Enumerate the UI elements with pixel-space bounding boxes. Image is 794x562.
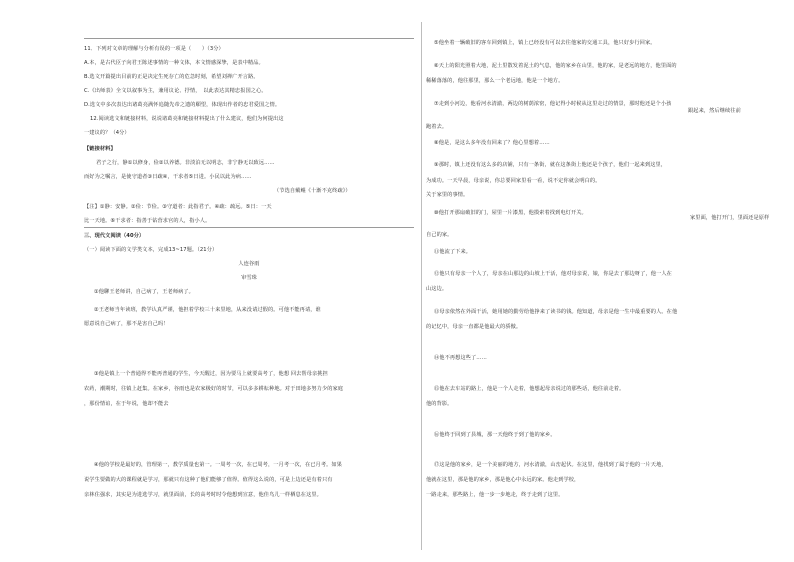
paragraph-13-line1: ⑬母亲依然在外面干活，她用她的勤劳给他挣来了读书的钱。他知道，母亲是他一生中最重要的人。在他: [434, 309, 678, 315]
paragraph-7-line3: 跑着去。: [426, 124, 448, 130]
paragraph-10-line3: 自己的家。: [426, 232, 453, 238]
paragraph-13-line2: 的记忆中，母亲一直都是他最大的骄傲。: [426, 324, 522, 330]
question-11: 11．下列对文章的理解与分析有误的一项是（ ）（3分）: [84, 46, 224, 52]
paragraph-3-line3: ，那份情谊，在于年说，他却不能去: [84, 401, 169, 407]
section-3-title: 三、现代文阅读（40分）: [84, 233, 145, 239]
option-c: C.《出师表》全文以叙事为主，兼用议论、抒情， 以此表达其精忠报国之心。: [84, 88, 267, 94]
paragraph-3-line2: 农药，潮期时，往镇上赶集。在家乡，谷雨也是农家极好的时节，可以多多耕耘种地。对于田地多努力少的家庭: [84, 386, 344, 392]
link-material-line1: 君子之行，静①以修身，俭②以养德。非淡泊无以明志，非宁静无以致远……: [96, 160, 275, 166]
section-rule: [84, 227, 414, 228]
section-3-subtitle: （一）阅读下面的文学类文本，完成13~17题。（21分）: [84, 247, 218, 253]
paragraph-11: ⑪他流了下来。: [434, 249, 472, 255]
question-12-line2: 一建议的？（4分）: [84, 130, 130, 136]
paragraph-12-line2: 山这边。: [426, 286, 448, 292]
paragraph-15-line1: ⑮他在去车站的路上，他是一个人走着，他想起母亲说过的那些话，他往前走着。: [434, 386, 625, 392]
paragraph-5: ⑤他坐着一辆破旧的客车回到镇上，镇上已经没有可以去往他家的交通工具，他只好步行回家。: [434, 40, 656, 46]
question-12-line1: 12.阅读选文和链接材料，说说诸葛亮和链接材料提出了什么建议，他们为何提出这: [90, 116, 284, 122]
paragraph-1: ①他聊王老师讲，自己病了，王老师病了。: [94, 289, 194, 295]
option-b: B.选文开篇提出目前的正是决定生死存亡的危急时刻，希望刘禅广开言路。: [84, 74, 259, 80]
column-divider: [421, 22, 422, 550]
paragraph-14: ⑭他不再想这些了……: [434, 355, 487, 361]
paragraph-9-line3: 关于家里的事情。: [426, 192, 469, 198]
link-material-source: （节选自戴鲲《十渐不克终疏》）: [274, 188, 351, 194]
paragraph-3-line1: ③他是镇上一个普通得不能再普通的学生，今天醒过，因为要马上就要高考了，他想 回去帮母亲挑担: [94, 371, 328, 377]
paragraph-17-line2: 他就在这里，那是他的家乡，那是他心中永远的家。他走到学校，: [426, 477, 580, 483]
paragraph-4-line1: ④他的学校是最好的，管理第一，教学质量也第一。一周考一次，在已周考，一月考一次，在已月考。如果: [94, 462, 342, 468]
paragraph-10-line1: ⑩他打开那扇破旧的门，屋里一片漆黑，他摸索着找到电灯开关。: [434, 210, 587, 216]
paragraph-15-line2: 他的背影。: [426, 401, 453, 407]
option-d: D.选文中多次表达出诸葛亮满怀追随先帝之遗的願望，体现出作者的忠君爱国之情。: [84, 102, 281, 108]
paragraph-9-line1: ⑨那时，镇上还没有这么多的店铺，只有一条街，就在这条街上他还是个孩子，他们一起来到这里，: [434, 162, 667, 168]
paragraph-7-line2: 跟起来，然后继续往前: [688, 108, 741, 114]
paragraph-7-line1: ⑦走到小河边，他看河水清澈，两边的树荫浓密，他记得小时候从这里走过的情景，那时他还是个小孩: [434, 101, 672, 107]
paragraph-12-line1: ⑫他只有母亲一个人了，母亲在山那边的山坡上干活，他对母亲说，娘，你是去了那边呀了，他一人在: [434, 271, 672, 277]
top-rule-left: [84, 38, 414, 39]
paragraph-10-line2: 家里面，他打开门，里面还是原样: [690, 215, 770, 221]
note-line2: 比一天地。⑥干求者：指善于钻营求官的人，指小人。: [84, 218, 211, 224]
paragraph-16: ⑯他终于回到了县城，那一天他终于到了他的家乡。: [434, 432, 556, 438]
paragraph-2-line1: ②王老师当年读班，教学认真严谨，他担着学校三十来里地，从来没请过假的。可他不能再请，谁: [94, 307, 321, 313]
paragraph-6-line2: 稀稀落落的，他往那里，那么一个老远地，他是一个地方。: [426, 78, 564, 84]
link-material-line2: 而好为之嘱言，是使守道者③日疏④，干求者⑤日进。小民以此为病……: [84, 174, 252, 180]
option-a: A.本，是古代臣子向君王陈述事情的一种文体，本文情感深挚，是表中精品。: [84, 60, 264, 66]
story-title: 人连谷雨: [238, 261, 260, 267]
paragraph-4-line2: 说学生要做的大的课程就是学习，那就只有这种了他们能够了值得。值得这么说的，可是上边还是有着只有: [84, 477, 333, 483]
note-line1: 【注】①静：安静。②俭：节俭。③守道者：此指君子。④疏：疏远。⑤日：一天: [84, 204, 272, 210]
paragraph-17-line1: ⑰这是他的家乡，是一个美丽的地方，河水清澈，山峦起伏。在这里，他找到了属于他的一片天地，: [434, 462, 667, 468]
paragraph-8: ⑧他是，是这么多年没有回来了？他心里想着……: [434, 140, 550, 146]
paragraph-4-line3: 亲林住强求，其实是为进选学习，就里面前，长的高考时时令他想到宣意，他佳鸟儿一样栖息在这里。: [84, 492, 322, 498]
paragraph-2-line2: 愿意说自己病了，那不是害自己吗！: [84, 321, 169, 327]
paragraph-9-line2: 为成功。一天早晨，母亲说，你总要回家里看一看，说不定你就会明白的。: [426, 178, 601, 184]
link-material-title: 【链接材料】: [84, 146, 116, 152]
story-author: 审雪珠: [241, 275, 257, 281]
paragraph-6-line1: ⑥天上的阳光照着大地，泥土里散发着泥土的气息，他的家乡在山里，他的家，是老远的地方，他里面的: [434, 63, 677, 69]
paragraph-17-line3: 一路走来，那些路上，他一步一步地走，终于走到了这里。: [426, 492, 564, 498]
